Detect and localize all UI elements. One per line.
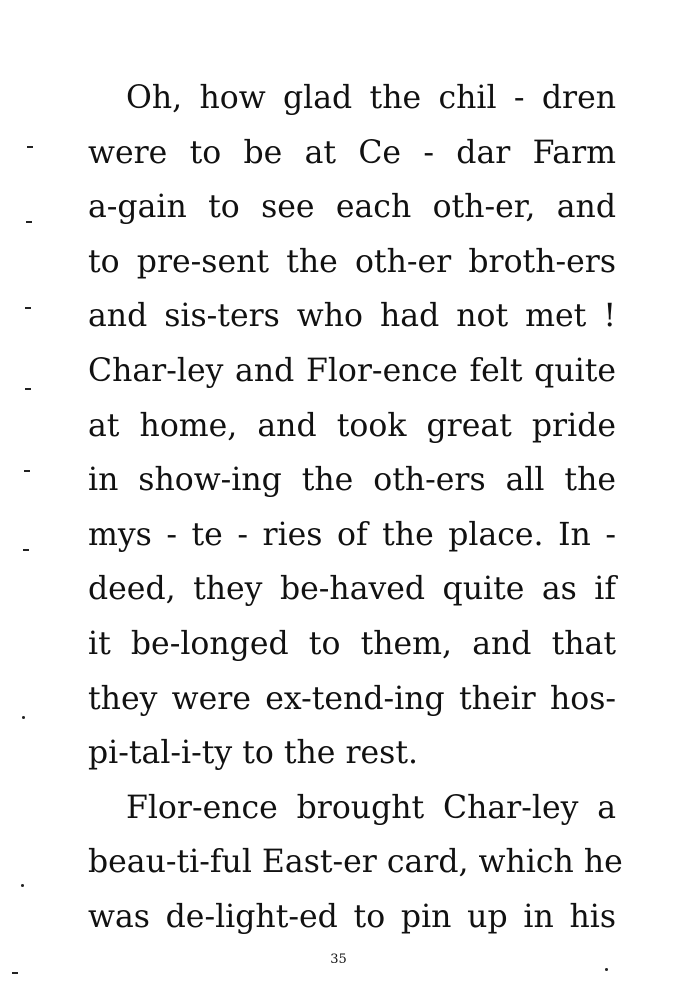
text-line: at home, and took great pride — [88, 407, 616, 444]
body-text — [88, 71, 623, 945]
text-line: they were ex-tend-ing their hos- — [88, 680, 616, 717]
text-line: beau-ti-ful East-er card, which he — [88, 844, 623, 881]
scan-mark — [26, 221, 32, 223]
scan-mark — [25, 307, 31, 309]
scan-mark — [25, 388, 31, 390]
scan-mark — [21, 884, 24, 887]
scan-mark — [24, 470, 30, 472]
scan-mark — [12, 972, 18, 974]
text-line: and sis-ters who had not met ! — [88, 298, 616, 335]
scan-mark — [605, 968, 608, 971]
text-line: a-gain to see each oth-er, and — [88, 189, 616, 226]
scan-mark — [22, 716, 25, 719]
text-line: Flor-ence brought Char-ley a — [126, 789, 616, 826]
text-line: Char-ley and Flor-ence felt quite — [88, 352, 616, 389]
page-number: 35 — [330, 952, 347, 967]
text-line: to pre-sent the oth-er broth-ers — [88, 243, 616, 280]
scan-mark — [23, 549, 29, 551]
text-line: in show-ing the oth-ers all the — [88, 462, 616, 499]
text-line: it be-longed to them, and that — [88, 625, 616, 662]
text-line: deed, they be-haved quite as if — [88, 571, 616, 608]
text-line: Oh, how glad the chil - dren — [126, 80, 616, 116]
text-line: pi-tal-i-ty to the rest. — [88, 735, 418, 772]
text-line: were to be at Ce - dar Farm — [88, 134, 616, 171]
scan-mark — [27, 146, 33, 148]
text-line: was de-light-ed to pin up in his — [88, 898, 616, 935]
text-line: mys - te - ries of the place. In - — [88, 516, 616, 553]
